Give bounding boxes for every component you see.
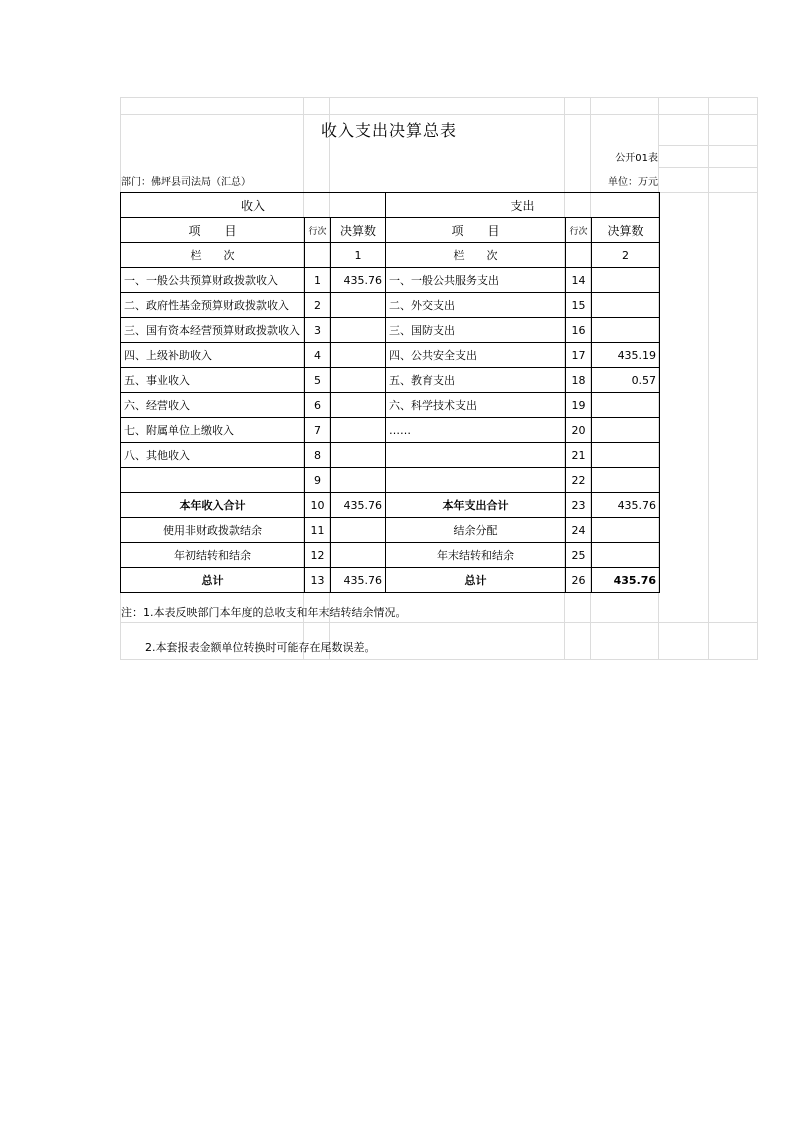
expense-item: 二、外交支出 <box>386 293 566 318</box>
year-expense-total-label: 本年支出合计 <box>386 493 566 518</box>
expense-amount <box>592 318 660 343</box>
income-header: 收入 <box>121 193 386 218</box>
income-amount <box>331 368 386 393</box>
expense-amount: 0.57 <box>592 368 660 393</box>
expense-amount <box>592 418 660 443</box>
income-amount: 435.76 <box>331 268 386 293</box>
income-amount <box>331 468 386 493</box>
expense-item <box>386 443 566 468</box>
expense-item: 五、教育支出 <box>386 368 566 393</box>
income-row-no-header: 行次 <box>305 218 331 243</box>
expense-amount <box>592 443 660 468</box>
table-row <box>121 343 660 368</box>
grand-total-income-no: 13 <box>305 568 331 593</box>
expense-row-no: 21 <box>566 443 592 468</box>
nonfiscal-surplus-label: 使用非财政拨款结余 <box>121 518 305 543</box>
begin-carryover-label: 年初结转和结余 <box>121 543 305 568</box>
year-expense-total-value: 435.76 <box>592 493 660 518</box>
income-row-no: 8 <box>305 443 331 468</box>
column-header-row <box>121 218 660 243</box>
section-header-row <box>121 193 660 218</box>
income-amount <box>331 393 386 418</box>
expense-row-no-header: 行次 <box>566 218 592 243</box>
income-row-no: 2 <box>305 293 331 318</box>
income-item: 六、经营收入 <box>121 393 305 418</box>
grand-total-expense-label: 总计 <box>386 568 566 593</box>
grand-total-income-label: 总计 <box>121 568 305 593</box>
expense-amount: 435.19 <box>592 343 660 368</box>
expense-amount-header: 决算数 <box>592 218 660 243</box>
income-row-no: 6 <box>305 393 331 418</box>
table-row <box>121 368 660 393</box>
income-amount <box>331 343 386 368</box>
surplus-distribution-no: 24 <box>566 518 592 543</box>
table-row <box>121 418 660 443</box>
expense-item: 三、国防支出 <box>386 318 566 343</box>
income-item: 五、事业收入 <box>121 368 305 393</box>
table-row <box>121 443 660 468</box>
expense-item: 四、公共安全支出 <box>386 343 566 368</box>
income-item: 八、其他收入 <box>121 443 305 468</box>
expense-item-header: 项 目 <box>386 218 566 243</box>
expense-item: 六、科学技术支出 <box>386 393 566 418</box>
year-income-total-label: 本年收入合计 <box>121 493 305 518</box>
income-row-no: 4 <box>305 343 331 368</box>
year-total-row <box>121 493 660 518</box>
expense-row-no: 14 <box>566 268 592 293</box>
begin-carryover-no: 12 <box>305 543 331 568</box>
income-item <box>121 468 305 493</box>
income-item: 四、上级补助收入 <box>121 343 305 368</box>
income-column-index: 1 <box>331 243 386 268</box>
income-column-label: 栏 次 <box>121 243 305 268</box>
expense-item: …… <box>386 418 566 443</box>
expense-row-no: 15 <box>566 293 592 318</box>
page-title: 收入支出决算总表 <box>320 121 457 140</box>
income-amount <box>331 318 386 343</box>
income-expense-table <box>120 192 660 593</box>
department-label: 部门：佛坪县司法局（汇总） <box>121 177 251 188</box>
expense-header: 支出 <box>386 193 660 218</box>
income-item: 七、附属单位上缴收入 <box>121 418 305 443</box>
income-row-no: 7 <box>305 418 331 443</box>
income-amount <box>331 443 386 468</box>
expense-row-no: 18 <box>566 368 592 393</box>
table-row <box>121 468 660 493</box>
grand-total-expense-value: 435.76 <box>592 568 660 593</box>
surplus-distribution-label: 结余分配 <box>386 518 566 543</box>
income-item: 三、国有资本经营预算财政拨款收入 <box>121 318 305 343</box>
carryover-row <box>121 543 660 568</box>
expense-row-no: 16 <box>566 318 592 343</box>
table-row <box>121 268 660 293</box>
grand-total-income-value: 435.76 <box>331 568 386 593</box>
year-expense-total-no: 23 <box>566 493 592 518</box>
note-line-1: 注：1.本表反映部门本年度的总收支和年末结转结余情况。 <box>121 606 407 619</box>
year-income-total-value: 435.76 <box>331 493 386 518</box>
income-row-no: 3 <box>305 318 331 343</box>
expense-row-no: 20 <box>566 418 592 443</box>
income-amount-header: 决算数 <box>331 218 386 243</box>
expense-item: 一、一般公共服务支出 <box>386 268 566 293</box>
note-line-2: 2.本套报表金额单位转换时可能存在尾数误差。 <box>145 641 376 654</box>
income-row-no: 1 <box>305 268 331 293</box>
expense-amount <box>592 293 660 318</box>
income-item-header: 项 目 <box>121 218 305 243</box>
expense-row-no: 19 <box>566 393 592 418</box>
end-carryover-label: 年末结转和结余 <box>386 543 566 568</box>
income-row-no: 5 <box>305 368 331 393</box>
expense-amount <box>592 468 660 493</box>
table-row <box>121 318 660 343</box>
expense-column-label: 栏 次 <box>386 243 566 268</box>
unit-label: 单位：万元 <box>608 177 658 188</box>
expense-column-index: 2 <box>592 243 660 268</box>
grand-total-expense-no: 26 <box>566 568 592 593</box>
table-row <box>121 293 660 318</box>
expense-row-no: 17 <box>566 343 592 368</box>
table-row <box>121 393 660 418</box>
expense-row-no: 22 <box>566 468 592 493</box>
expense-amount <box>592 393 660 418</box>
expense-item <box>386 468 566 493</box>
end-carryover-no: 25 <box>566 543 592 568</box>
income-amount <box>331 293 386 318</box>
nonfiscal-surplus-no: 11 <box>305 518 331 543</box>
income-amount <box>331 418 386 443</box>
grand-total-row <box>121 568 660 593</box>
income-row-no: 9 <box>305 468 331 493</box>
expense-amount <box>592 268 660 293</box>
income-item: 二、政府性基金预算财政拨款收入 <box>121 293 305 318</box>
column-index-row <box>121 243 660 268</box>
income-item: 一、一般公共预算财政拨款收入 <box>121 268 305 293</box>
year-income-total-no: 10 <box>305 493 331 518</box>
form-code: 公开01表 <box>615 153 658 164</box>
surplus-row <box>121 518 660 543</box>
